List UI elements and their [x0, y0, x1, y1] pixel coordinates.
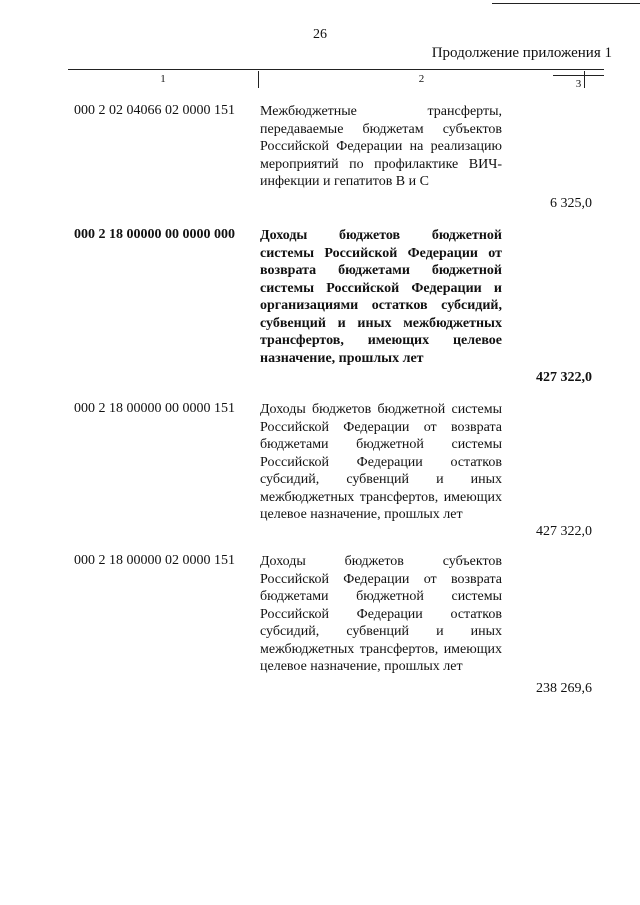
continuation-label: Продолжение приложения 1	[431, 45, 612, 61]
column-header-3: 3	[553, 75, 604, 93]
row-code: 000 2 18 00000 02 0000 151	[74, 553, 235, 568]
row-value: 427 322,0	[536, 524, 592, 539]
row-description: Межбюджетные трансферты, передаваемые бюджетам субъектов Российской Федерации на реализацию мероприятий по профилактике ВИЧ-инфекции и гепатитов В и С	[260, 104, 502, 189]
row-description: Доходы бюджетов субъектов Российской Федерации от возврата бюджетами бюджетной системы Российской Федерации остатков субсидий, субвенций и иных межбюджетных трансфертов, имеющих целевое назначение, прошлых лет	[260, 554, 502, 674]
row-value: 238 269,6	[536, 681, 592, 696]
table-header	[68, 69, 604, 88]
column-header-2: 2	[258, 71, 585, 88]
column-header-1: 1	[160, 73, 166, 85]
row-code: 000 2 18 00000 00 0000 151	[74, 401, 235, 416]
corner-rule	[492, 3, 640, 4]
page-number: 26	[313, 27, 327, 42]
row-code: 000 2 18 00000 00 0000 000	[74, 227, 235, 242]
row-description: Доходы бюджетов бюджетной системы Российской Федерации от возврата бюджетами бюджетной системы Российской Федерации остатков субсидий, субвенций и иных межбюджетных трансфертов, имеющих целевое назначение, прошлых лет	[260, 402, 502, 522]
row-description: Доходы бюджетов бюджетной системы Российской Федерации от возврата бюджетами бюджетной системы Российской Федерации и организациями остатков субсидий, субвенций и иных межбюджетных трансфертов, имеющих целевое назначение, прошлых лет	[260, 228, 502, 366]
row-value: 6 325,0	[550, 196, 592, 211]
row-value: 427 322,0	[536, 370, 592, 385]
row-code: 000 2 02 04066 02 0000 151	[74, 103, 235, 118]
